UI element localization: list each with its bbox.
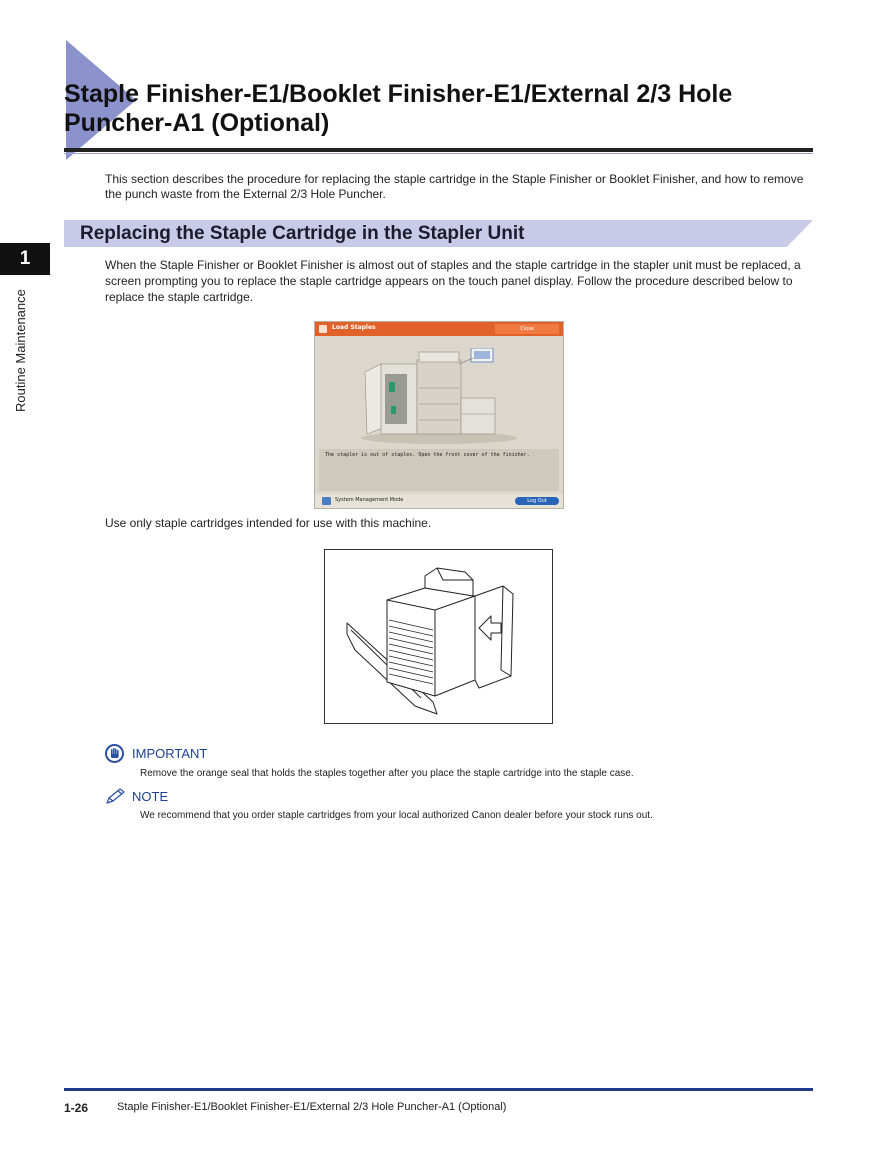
running-footer-title: Staple Finisher-E1/Booklet Finisher-E1/External 2/3 Hole Puncher-A1 (Optional) <box>117 1101 507 1113</box>
screen-header-bar <box>315 322 563 336</box>
note-pencil-icon <box>105 787 127 805</box>
system-mode-icon <box>322 497 331 505</box>
staple-icon <box>319 325 327 333</box>
screen-footer-bar <box>315 494 563 508</box>
important-heading: IMPORTANT <box>132 746 208 761</box>
staple-cartridge-illustration-frame <box>324 549 553 724</box>
screen-footer-label: System Management Mode <box>335 497 404 503</box>
important-hand-icon <box>105 744 124 763</box>
section-title: Replacing the Staple Cartridge in the Stapler Unit <box>80 223 525 244</box>
touch-panel-screenshot <box>314 321 564 509</box>
section-body: When the Staple Finisher or Booklet Finisher is almost out of staples and the staple cartridge in the stapler unit must be replaced, a screen prompting you to replace the staple cartridge appears on the touch panel display. Follow the procedure described below to replace the staple cartridge. <box>105 258 801 304</box>
important-text: Remove the orange seal that holds the staples together after you place the staple cartridge into the staple case. <box>140 768 634 779</box>
chapter-tab: 1 <box>0 243 50 275</box>
machine-illustration <box>359 348 519 446</box>
title-rule-accent <box>64 153 813 154</box>
log-out-button[interactable]: Log Out <box>515 497 559 505</box>
note-text: We recommend that you order staple cartridges from your local authorized Canon dealer before your stock runs out. <box>140 810 653 821</box>
footer-rule <box>64 1088 813 1091</box>
title-rule <box>64 148 813 152</box>
screen-message: The stapler is out of staples. Open the front cover of the finisher. <box>325 452 530 458</box>
page-title: Staple Finisher-E1/Booklet Finisher-E1/External 2/3 Hole Puncher-A1 (Optional) <box>64 80 733 137</box>
instruction-text: Use only staple cartridges intended for use with this machine. <box>105 516 432 530</box>
screen-message-box <box>319 449 559 491</box>
intro-paragraph: This section describes the procedure for replacing the staple cartridge in the Staple Finisher or Booklet Finisher, and how to remove the punch waste from the External 2/3 Hole Puncher. <box>105 172 804 201</box>
page-number: 1-26 <box>64 1101 89 1115</box>
chapter-side-label: Routine Maintenance <box>13 289 28 412</box>
screen-close-button[interactable]: Close <box>495 324 559 334</box>
note-heading: NOTE <box>132 789 169 804</box>
screen-title: Load Staples <box>332 324 376 331</box>
staple-cartridge-illustration <box>325 550 552 723</box>
